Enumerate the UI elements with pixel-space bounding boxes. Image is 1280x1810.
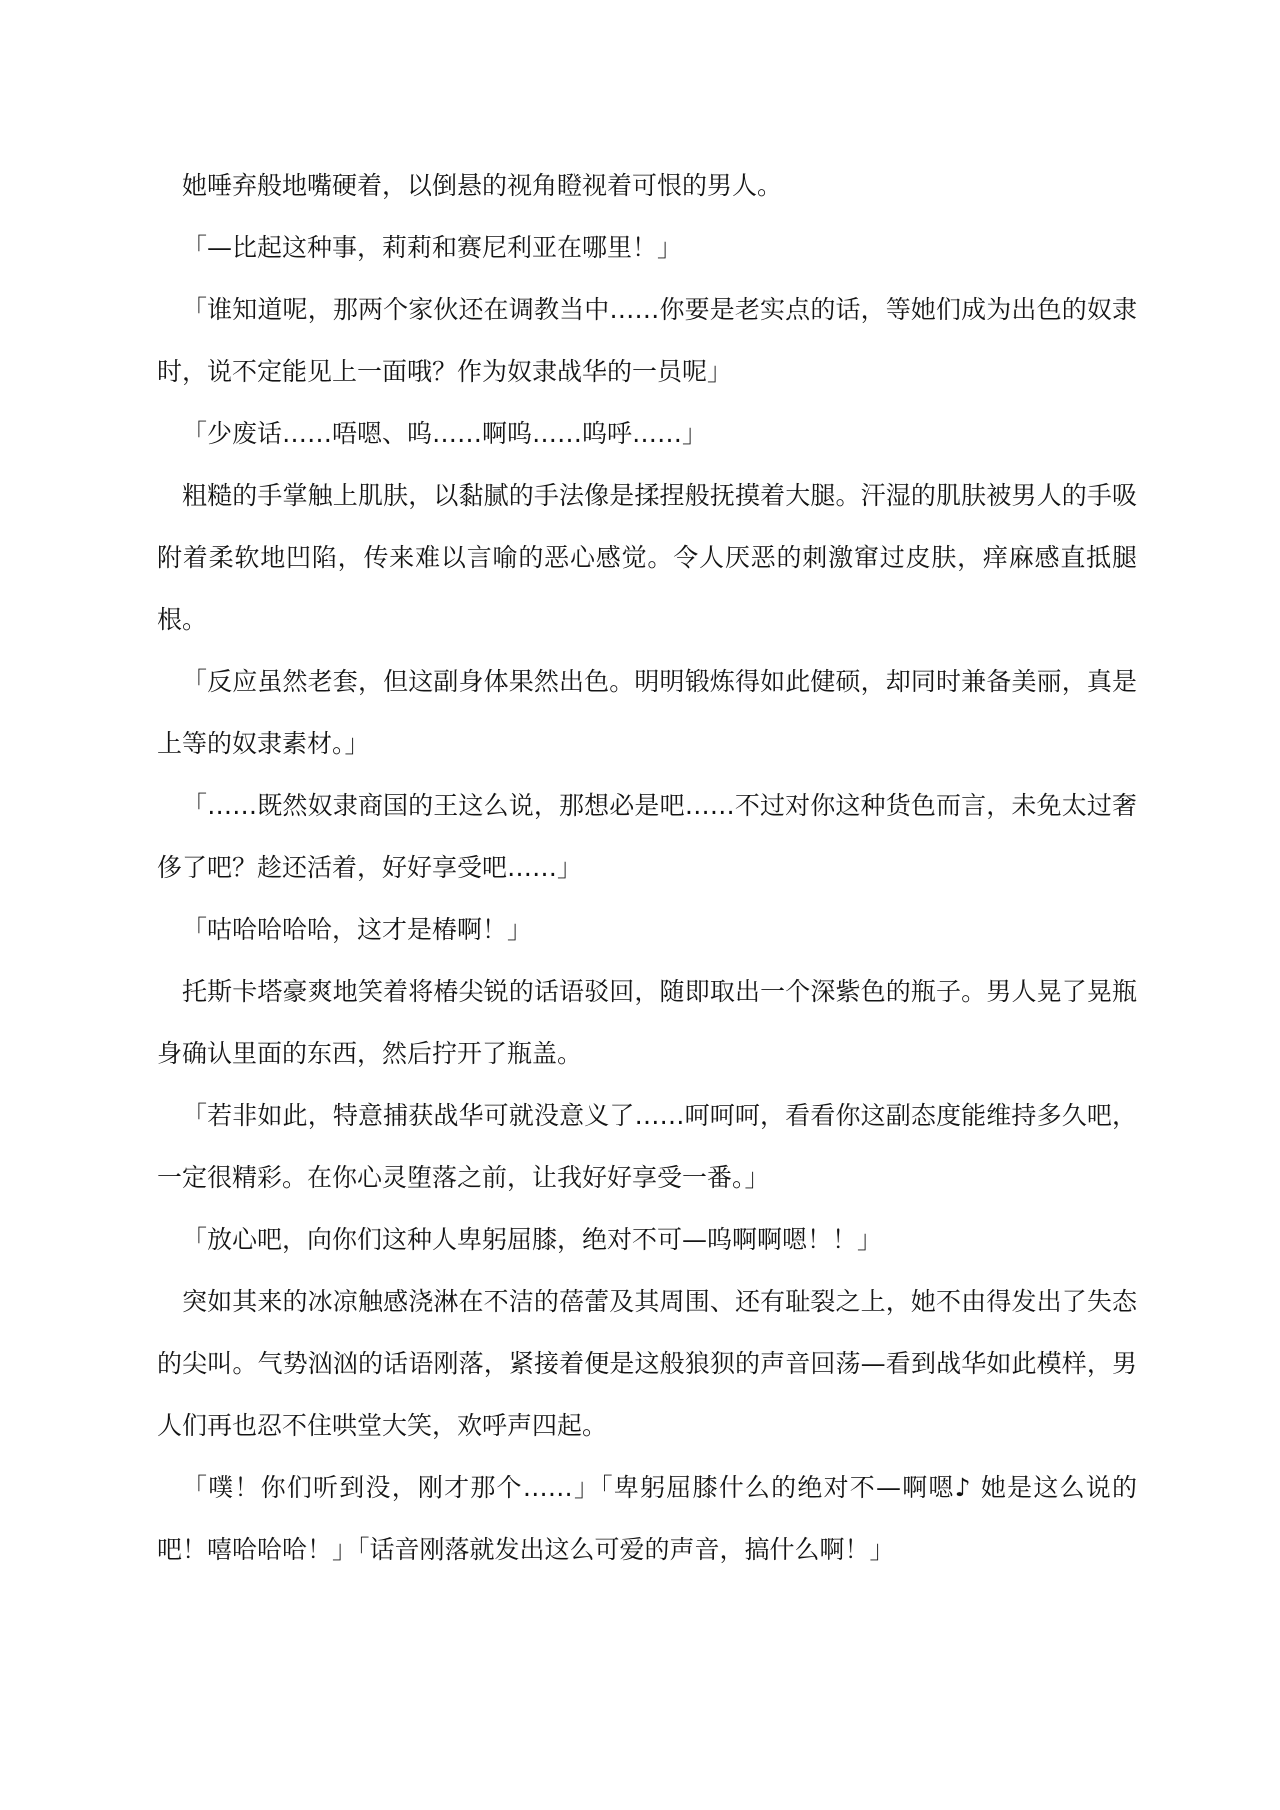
paragraph: 她唾弃般地嘴硬着，以倒悬的视角瞪视着可恨的男人。 (182, 171, 783, 200)
paragraph: 「少废话……唔嗯、呜……啊呜……呜呼……」 (182, 419, 708, 448)
paragraph: 「若非如此，特意捕获战华可就没意义了……呵呵呵，看看你这副态度能维持多久吧，一定很精彩。在你心灵堕落之前，让我好好享受一番。」 (157, 1101, 1137, 1192)
paragraph: 「放心吧，向你们这种人卑躬屈膝，绝对不可—呜啊啊嗯！！」 (182, 1225, 883, 1254)
paragraph: 「反应虽然老套，但这副身体果然出色。明明锻炼得如此健硕，却同时兼备美丽，真是上等的奴隶素材。」 (157, 667, 1137, 758)
paragraph: 「咕哈哈哈哈，这才是椿啊！」 (182, 915, 533, 944)
paragraph: 「—比起这种事，莉莉和赛尼利亚在哪里！」 (182, 233, 683, 262)
paragraph: 「……既然奴隶商国的王这么说，那想必是吧……不过对你这种货色而言，未免太过奢侈了吧？趁还活着，好好享受吧……」 (157, 791, 1137, 882)
paragraph: 突如其来的冰凉触感浇淋在不洁的蓓蕾及其周围、还有耻裂之上，她不由得发出了失态的尖叫。气势汹汹的话语刚落，紧接着便是这般狼狈的声音回荡—看到战华如此模样，男人们再也忍不住哄堂大笑，欢呼声四起。 (157, 1287, 1137, 1440)
paragraph: 粗糙的手掌触上肌肤，以黏腻的手法像是揉捏般抚摸着大腿。汗湿的肌肤被男人的手吸附着柔软地凹陷，传来难以言喻的恶心感觉。令人厌恶的刺激窜过皮肤，痒麻感直抵腿根。 (157, 481, 1137, 634)
paragraph: 「谁知道呢，那两个家伙还在调教当中……你要是老实点的话，等她们成为出色的奴隶时，说不定能见上一面哦？作为奴隶战华的一员呢」 (157, 295, 1137, 386)
text-body (157, 155, 1137, 1581)
paragraph: 托斯卡塔豪爽地笑着将椿尖锐的话语驳回，随即取出一个深紫色的瓶子。男人晃了晃瓶身确认里面的东西，然后拧开了瓶盖。 (157, 977, 1137, 1068)
paragraph: 「噗！你们听到没，刚才那个……」「卑躬屈膝什么的绝对不—啊嗯♪ 她是这么说的吧！嘻哈哈哈！」「话音刚落就发出这么可爱的声音，搞什么啊！」 (157, 1473, 1137, 1564)
